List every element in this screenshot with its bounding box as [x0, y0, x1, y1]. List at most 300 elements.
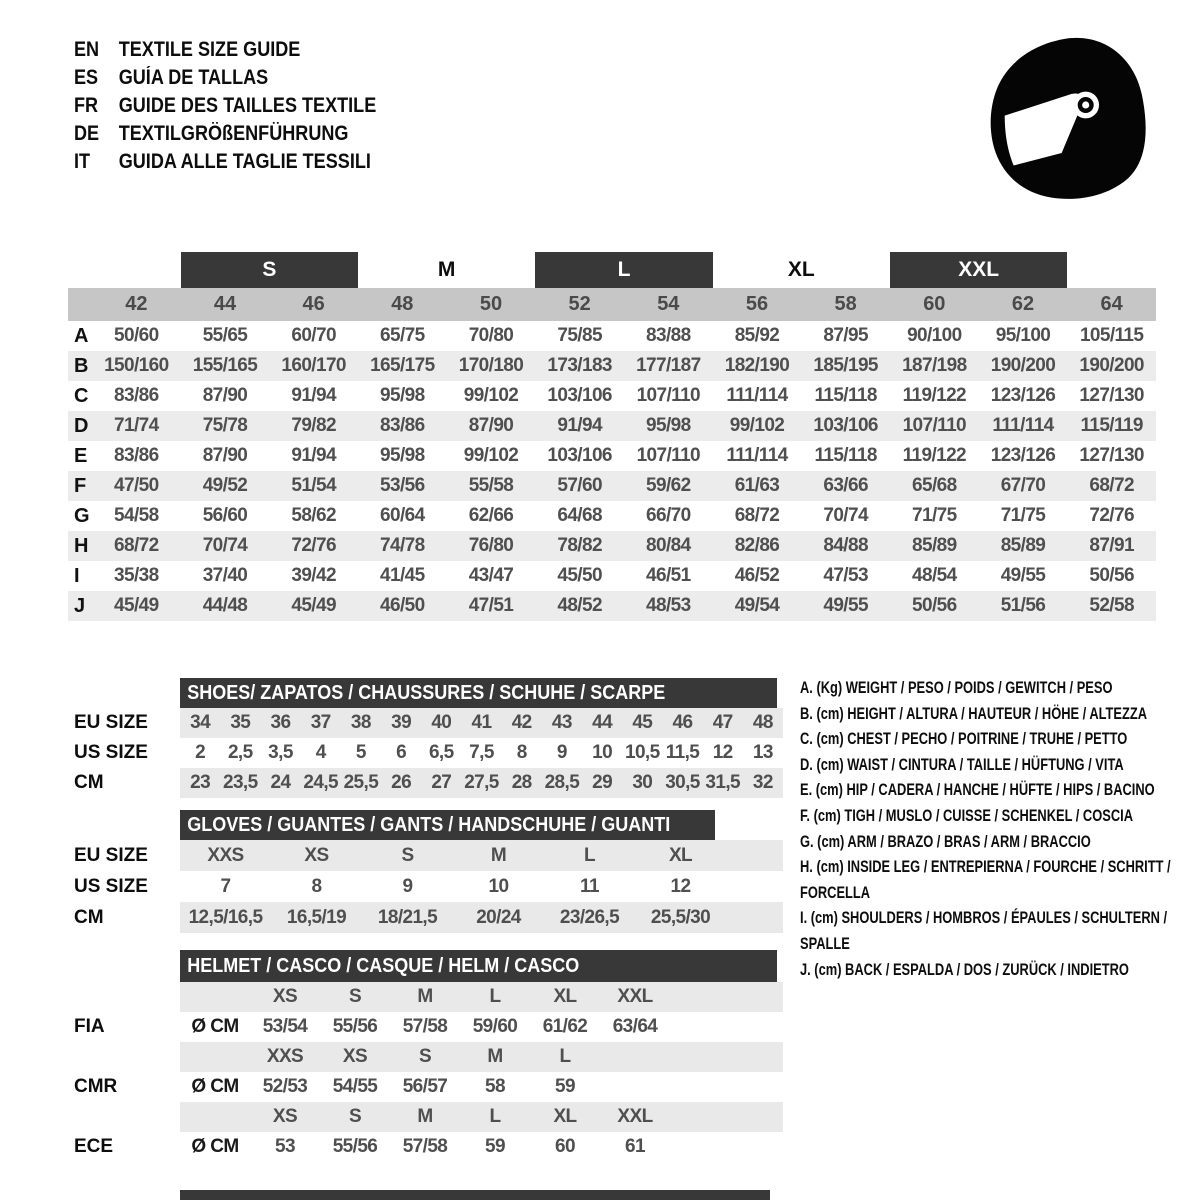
language-code: DE [74, 122, 100, 145]
gloves-value: 12 [670, 875, 691, 897]
measure-value: 51/56 [1000, 595, 1046, 616]
gloves-value: 18/21,5 [377, 906, 438, 928]
measure-value: 57/60 [557, 475, 602, 496]
helmet-size-label: XXS [266, 1046, 304, 1067]
diameter-unit: Ø CM [191, 1076, 239, 1097]
gloves-value: L [583, 844, 595, 866]
gloves-value: 23/26,5 [559, 906, 620, 928]
gloves-row-label: CM [74, 906, 104, 928]
measure-value: 60/70 [291, 325, 336, 346]
racing-helmet-icon [978, 30, 1156, 204]
helmet-value: 57/58 [402, 1016, 448, 1037]
helmet-size-row-spacer [68, 1042, 180, 1072]
shoes-value: 42 [511, 712, 532, 733]
helmet-value-row-ece [68, 1132, 1156, 1162]
measure-row-i [68, 561, 1156, 591]
measure-row-h [68, 531, 1156, 561]
shoes-value: 8 [516, 742, 527, 763]
shoes-value: 35 [230, 712, 251, 733]
helmet-size-label: S [348, 1106, 362, 1127]
measure-value: 68/72 [1089, 475, 1134, 496]
measure-value: 68/72 [114, 535, 159, 556]
measure-value: 64/68 [557, 505, 602, 526]
size-group-s: S [181, 252, 358, 288]
gloves-value: XS [304, 844, 329, 866]
measure-value: 72/76 [1089, 505, 1134, 526]
gloves-value: 20/24 [476, 906, 521, 928]
measure-row-a [68, 321, 1156, 351]
helmet-size-row-ece [68, 1102, 1156, 1132]
measure-value: 41/45 [380, 565, 425, 586]
helmet-size-label: XL [553, 1106, 577, 1127]
measure-value: 85/92 [734, 325, 780, 346]
language-title: GUÍA DE TALLAS [118, 66, 269, 89]
shoes-value: 2,5 [227, 742, 253, 763]
measure-value: 75/85 [557, 325, 602, 346]
helmet-value: 53 [275, 1136, 295, 1157]
measure-value: 91/94 [291, 445, 336, 466]
shoes-value: 24 [270, 772, 291, 793]
legend-item-j: J. (cm) BACK / ESPALDA / DOS / ZURÜCK / INDIETRO [800, 960, 1129, 979]
measure-value: 99/102 [729, 415, 785, 436]
gloves-value: XL [668, 844, 693, 866]
measure-value: 49/55 [1000, 565, 1046, 586]
helmet-size-label: L [489, 986, 501, 1007]
language-code: ES [74, 66, 99, 89]
helmet-value: 55/56 [332, 1136, 378, 1157]
shoes-value: 11,5 [665, 742, 700, 763]
gloves-value: S [401, 844, 414, 866]
measure-value: 95/98 [380, 385, 425, 406]
shoes-value: 10,5 [624, 742, 660, 763]
measure-value: 119/122 [902, 445, 967, 466]
measure-value: 44/48 [202, 595, 248, 616]
measure-value: 177/187 [636, 355, 701, 376]
gloves-value: 12,5/16,5 [188, 906, 263, 928]
size-number: 64 [1100, 293, 1123, 315]
measure-value: 50/56 [1089, 565, 1134, 586]
shoes-title: SHOES/ ZAPATOS / CHAUSSURES / SCHUHE / SCARPE [187, 682, 666, 704]
shoes-value: 2 [195, 742, 206, 763]
measure-value: 52/58 [1089, 595, 1134, 616]
shoes-row-label: EU SIZE [74, 712, 148, 733]
helmet-value: 61/62 [542, 1016, 588, 1037]
row-label: J [74, 594, 86, 617]
gloves-row-label: US SIZE [74, 875, 148, 897]
measure-value: 85/89 [912, 535, 957, 556]
row-label: E [74, 444, 88, 467]
measure-value: 82/86 [734, 535, 780, 556]
size-number: 44 [213, 293, 237, 315]
measure-value: 43/47 [468, 565, 514, 586]
measure-value: 83/86 [114, 445, 159, 466]
measure-value: 46/50 [380, 595, 425, 616]
measure-value: 46/52 [734, 565, 780, 586]
row-label: A [74, 324, 89, 347]
helmet-size-label: L [559, 1046, 571, 1067]
measure-value: 173/183 [547, 355, 612, 376]
measure-value: 60/64 [380, 505, 425, 526]
language-title-list [74, 36, 425, 176]
gloves-title: GLOVES / GUANTES / GANTS / HANDSCHUHE / GUANTI [187, 814, 671, 836]
gloves-value: 8 [311, 875, 322, 897]
textile-size-table [68, 252, 1156, 621]
measure-value: 80/84 [646, 535, 691, 556]
shoes-row-values [180, 768, 783, 798]
helmet-title-bar [180, 950, 777, 982]
size-number: 48 [391, 293, 414, 315]
measure-value: 84/88 [823, 535, 868, 556]
measure-value: 78/82 [557, 535, 602, 556]
measure-value: 87/90 [202, 385, 248, 406]
measure-value: 111/114 [726, 445, 788, 466]
shoes-value: 23,5 [222, 772, 258, 793]
measure-value: 37/40 [202, 565, 248, 586]
shoes-value: 13 [752, 742, 773, 763]
measure-value: 83/86 [380, 415, 425, 436]
measure-value: 67/70 [1000, 475, 1046, 496]
measure-value: 111/114 [726, 385, 788, 406]
helmet-size-label: XXL [617, 986, 653, 1007]
measure-value: 187/198 [902, 355, 967, 376]
helmet-size-label: XL [553, 986, 577, 1007]
measure-value: 65/75 [380, 325, 425, 346]
legend-item-g: G. (cm) ARM / BRAZO / BRAS / ARM / BRACCIO [800, 832, 1091, 851]
measure-value: 91/94 [557, 415, 602, 436]
helmet-value-row-fia [68, 1012, 1156, 1042]
measure-value: 45/49 [291, 595, 336, 616]
measure-value: 95/100 [995, 325, 1051, 346]
shoes-value: 27 [431, 772, 452, 793]
shoes-value: 32 [752, 772, 773, 793]
measure-value: 71/74 [114, 415, 159, 436]
helmet-size-label: S [418, 1046, 432, 1067]
measure-row-g [68, 501, 1156, 531]
shoes-value: 39 [391, 712, 412, 733]
measure-value: 74/78 [380, 535, 425, 556]
measure-value: 127/130 [1079, 445, 1144, 466]
helmet-size-label: M [417, 986, 433, 1007]
helmet-value: 53/54 [262, 1016, 308, 1037]
shoes-value: 12 [712, 742, 733, 763]
language-code: EN [74, 38, 100, 61]
diameter-unit: Ø CM [191, 1136, 239, 1157]
measure-value: 53/56 [380, 475, 425, 496]
row-label: B [74, 354, 89, 377]
measure-row-e [68, 441, 1156, 471]
row-label: D [74, 414, 89, 437]
helmet-size-label: S [348, 986, 362, 1007]
measure-value: 35/38 [114, 565, 159, 586]
measure-value: 95/98 [380, 445, 425, 466]
gloves-value: XXS [207, 844, 244, 866]
measure-value: 56/60 [202, 505, 248, 526]
shoes-value: 43 [551, 712, 572, 733]
measure-value: 46/51 [646, 565, 691, 586]
measure-value: 76/80 [468, 535, 514, 556]
measure-value: 45/49 [114, 595, 159, 616]
measure-value: 50/60 [114, 325, 159, 346]
shoes-value: 34 [190, 712, 211, 733]
helmet-rows [68, 982, 1156, 1162]
shoes-value: 45 [632, 712, 653, 733]
measure-value: 90/100 [907, 325, 962, 346]
size-number: 60 [923, 293, 946, 315]
language-title: TEXTILGRÖßENFÜHRUNG [118, 122, 349, 145]
helmet-value-row-cmr [68, 1072, 1156, 1102]
measure-value: 127/130 [1079, 385, 1144, 406]
gloves-value: 25,5/30 [650, 906, 711, 928]
gloves-value: 11 [580, 875, 599, 897]
measure-value: 111/114 [992, 415, 1054, 436]
shoes-value: 36 [270, 712, 291, 733]
helmet-size-label: XS [272, 1106, 298, 1127]
measure-value: 107/110 [636, 445, 701, 466]
shoes-value: 7,5 [469, 742, 494, 763]
measure-value: 49/52 [202, 475, 248, 496]
size-number: 62 [1011, 293, 1035, 315]
gloves-value: 10 [488, 875, 509, 897]
gloves-row-values [180, 840, 783, 871]
helmet-size-label: L [489, 1106, 501, 1127]
size-number-row [68, 288, 1156, 321]
measure-value: 83/88 [646, 325, 691, 346]
legend-item-h: H. (cm) INSIDE LEG / ENTREPIERNA / FOURCHE / SCHRITT / FORCELLA [800, 858, 1171, 902]
helmet-size-row-fia [68, 982, 1156, 1012]
shoes-value: 28 [511, 772, 532, 793]
measure-value: 51/54 [291, 475, 336, 496]
measure-value: 95/98 [646, 415, 691, 436]
measure-value: 79/82 [291, 415, 336, 436]
size-group-m: M [437, 258, 456, 281]
legend-item-e: E. (cm) HIP / CADERA / HANCHE / HÜFTE / HIPS / BACINO [800, 781, 1155, 800]
language-row-es [74, 64, 376, 92]
measure-value: 39/42 [291, 565, 336, 586]
measure-value: 165/175 [370, 355, 435, 376]
legend-item-f: F. (cm) TIGH / MUSLO / CUISSE / SCHENKEL / COSCIA [800, 806, 1133, 825]
size-number: 50 [479, 293, 503, 315]
measure-value: 103/106 [547, 445, 612, 466]
language-row-en [74, 36, 376, 64]
measure-value: 50/56 [912, 595, 957, 616]
helmet-size-label: XXL [617, 1106, 653, 1127]
measure-value: 107/110 [902, 415, 967, 436]
measure-value: 48/54 [912, 565, 957, 586]
measure-value: 87/90 [202, 445, 248, 466]
shoes-value: 5 [355, 742, 366, 763]
shoes-value: 38 [350, 712, 371, 733]
helmet-value: 57/58 [402, 1136, 448, 1157]
helmet-size-row-cmr [68, 1042, 1156, 1072]
helmet-standard-label: FIA [74, 1016, 105, 1037]
row-label: I [74, 564, 80, 587]
measure-value: 55/58 [468, 475, 514, 496]
shoes-title-bar [180, 678, 777, 708]
measure-value: 47/50 [114, 475, 159, 496]
size-group-l: L [535, 252, 712, 288]
measure-value: 155/165 [192, 355, 258, 376]
measure-value: 70/74 [823, 505, 868, 526]
gloves-row-label: EU SIZE [74, 844, 148, 866]
shoes-value: 24,5 [303, 772, 338, 793]
language-row-fr [74, 92, 376, 120]
measure-value: 115/118 [814, 445, 877, 466]
measure-value: 87/95 [823, 325, 868, 346]
language-code: FR [74, 94, 99, 117]
shoes-value: 27,5 [464, 772, 499, 793]
shoes-value: 31,5 [705, 772, 740, 793]
measurement-legend [800, 676, 1200, 983]
measure-value: 123/126 [990, 445, 1056, 466]
measure-row-f [68, 471, 1156, 501]
measure-row-d [68, 411, 1156, 441]
measure-value: 87/90 [468, 415, 514, 436]
language-row-it [74, 148, 376, 176]
shoes-value: 9 [556, 742, 567, 763]
helmet-value: 59 [555, 1076, 575, 1097]
shoes-value: 47 [712, 712, 733, 733]
measure-value: 62/66 [468, 505, 514, 526]
measure-row-c [68, 381, 1156, 411]
helmet-value: 58 [485, 1076, 505, 1097]
measure-value: 91/94 [291, 385, 336, 406]
measure-value: 87/91 [1089, 535, 1134, 556]
measure-value: 85/89 [1000, 535, 1046, 556]
size-number: 56 [745, 293, 769, 315]
language-code: IT [74, 150, 91, 173]
helmet-sizes [180, 982, 783, 1012]
measure-value: 119/122 [902, 385, 967, 406]
shoes-value: 23 [190, 772, 211, 793]
helmet-values [180, 1012, 783, 1042]
helmet-value: 55/56 [332, 1016, 378, 1037]
helmet-size-label: XS [342, 1046, 368, 1067]
gloves-value: M [490, 844, 507, 866]
measure-value: 115/119 [1080, 415, 1143, 436]
measure-value: 58/62 [291, 505, 336, 526]
shoes-value: 40 [431, 712, 452, 733]
measure-value: 72/76 [291, 535, 336, 556]
measure-value: 115/118 [814, 385, 877, 406]
measure-value: 190/200 [1079, 355, 1144, 376]
helmet-value: 63/64 [612, 1016, 658, 1037]
measure-value: 103/106 [547, 385, 612, 406]
shoes-value: 30,5 [665, 772, 700, 793]
helmet-value: 54/55 [332, 1076, 378, 1097]
helmet-sizes [180, 1042, 783, 1072]
shoes-value: 30 [632, 772, 653, 793]
size-group-row [68, 252, 1156, 288]
measure-value: 65/68 [912, 475, 957, 496]
shoes-value: 25,5 [343, 772, 379, 793]
size-number: 46 [302, 293, 325, 315]
measure-row-j [68, 591, 1156, 621]
measure-value: 99/102 [463, 445, 519, 466]
shoes-value: 4 [315, 742, 326, 763]
legend-item-a: A. (Kg) WEIGHT / PESO / POIDS / GEWITCH / PESO [800, 679, 1113, 697]
helmet-value: 59/60 [472, 1016, 518, 1037]
measure-value: 83/86 [114, 385, 159, 406]
helmet-value: 61 [625, 1136, 645, 1157]
measure-value: 48/53 [646, 595, 691, 616]
size-group-xl: XL [787, 258, 815, 281]
measure-value: 71/75 [1000, 505, 1046, 526]
measure-value: 70/80 [468, 325, 514, 346]
measure-value: 68/72 [734, 505, 780, 526]
measure-value: 150/160 [104, 355, 169, 376]
legend-item-i: I. (cm) SHOULDERS / HOMBROS / ÉPAULES / SCHULTERN / SPALLE [800, 909, 1168, 953]
measure-value: 47/51 [468, 595, 514, 616]
bottom-partial-bar [180, 1190, 770, 1200]
size-number: 58 [834, 293, 857, 315]
gloves-row-values [180, 871, 783, 902]
measure-value: 49/54 [734, 595, 780, 616]
helmet-values [180, 1072, 783, 1102]
shoes-value: 28,5 [544, 772, 580, 793]
size-number: 54 [657, 293, 680, 315]
helmet-value: 59 [485, 1136, 505, 1157]
shoes-value: 10 [592, 742, 613, 763]
language-title: GUIDA ALLE TAGLIE TESSILI [118, 150, 371, 173]
shoes-value: 3,5 [268, 742, 293, 763]
row-label: C [74, 384, 89, 407]
helmet-sizes [180, 1102, 783, 1132]
shoes-value: 37 [310, 712, 331, 733]
measure-value: 45/50 [557, 565, 602, 586]
helmet-size-label: M [487, 1046, 503, 1067]
helmet-value: 60 [555, 1136, 575, 1157]
helmet-size-row-spacer [68, 1102, 180, 1132]
shoes-value: 29 [592, 772, 613, 793]
row-label: G [74, 504, 90, 527]
measure-value: 75/78 [202, 415, 248, 436]
legend-item-d: D. (cm) WAIST / CINTURA / TAILLE / HÜFTUNG / VITA [800, 755, 1124, 774]
measure-value: 103/106 [813, 415, 878, 436]
gloves-value: 16,5/19 [286, 906, 347, 928]
shoes-row-values [180, 708, 783, 738]
row-label: F [74, 474, 87, 497]
measure-value: 61/63 [734, 475, 780, 496]
measure-value: 54/58 [114, 505, 159, 526]
measure-value: 71/75 [912, 505, 957, 526]
measure-value: 182/190 [724, 355, 790, 376]
shoes-value: 48 [752, 712, 773, 733]
measure-value: 49/55 [823, 595, 868, 616]
measure-value: 99/102 [463, 385, 519, 406]
gloves-value: 7 [220, 875, 231, 897]
helmet-title: HELMET / CASCO / CASQUE / HELM / CASCO [187, 955, 580, 977]
language-title: GUIDE DES TAILLES TEXTILE [118, 94, 377, 117]
shoes-value: 6 [396, 742, 407, 763]
legend-item-b: B. (cm) HEIGHT / ALTURA / HAUTEUR / HÖHE / ALTEZZA [800, 704, 1148, 723]
shoes-value: 44 [592, 712, 613, 733]
measure-row-b [68, 351, 1156, 381]
helmet-standard-label: ECE [74, 1136, 114, 1157]
gloves-row-values [180, 902, 783, 933]
shoes-row-label: CM [74, 772, 104, 793]
measure-value: 66/70 [646, 505, 691, 526]
helmet-size-label: XS [272, 986, 298, 1007]
measure-value: 70/74 [202, 535, 248, 556]
measure-value: 190/200 [990, 355, 1056, 376]
helmet-standard-label: CMR [74, 1076, 118, 1097]
measure-value: 48/52 [557, 595, 602, 616]
size-number: 52 [568, 293, 591, 315]
measure-value: 123/126 [990, 385, 1056, 406]
language-title: TEXTILE SIZE GUIDE [118, 38, 301, 61]
helmet-value: 52/53 [262, 1076, 308, 1097]
shoes-value: 41 [471, 712, 492, 733]
